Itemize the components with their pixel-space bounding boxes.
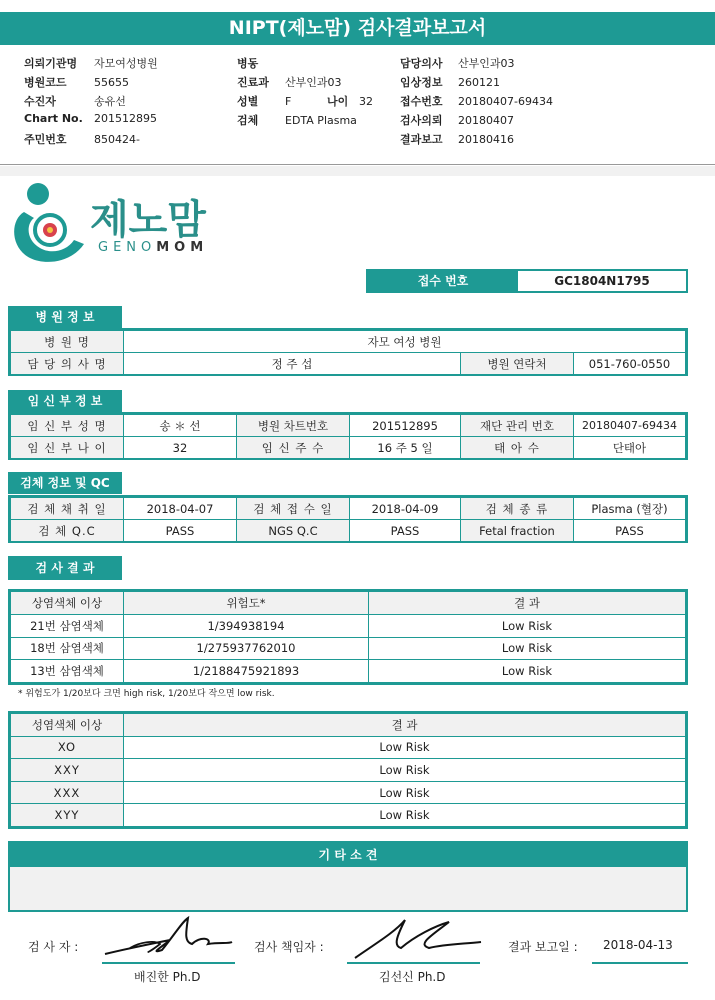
- cell: Fetal fraction: [461, 520, 574, 542]
- table-row: [11, 781, 686, 804]
- logo-english-text: [98, 240, 208, 255]
- column-header: 결 과: [124, 714, 686, 737]
- header-label: 담당의사: [400, 57, 443, 70]
- tester-signature: [100, 914, 235, 962]
- header-label: 성별: [237, 95, 259, 108]
- specimen-table: [8, 495, 688, 543]
- header-value: 산부인과03: [458, 57, 515, 70]
- cell: 임 신 주 수: [237, 437, 350, 459]
- table-row: [11, 660, 686, 683]
- responsible-name: 김선신 Ph.D: [379, 970, 446, 984]
- header-label: 나이: [327, 95, 349, 108]
- table-header-row: [11, 592, 686, 615]
- header-label: 임상정보: [400, 76, 443, 89]
- table-row: [11, 614, 686, 637]
- cell: Low Risk: [369, 614, 686, 637]
- table-row: [11, 759, 686, 782]
- header-value: 산부인과03: [285, 76, 342, 89]
- patient-header: [0, 45, 715, 165]
- header-label: 진료과: [237, 76, 269, 89]
- header-label: 수진자: [24, 95, 56, 108]
- header-value: 32: [359, 95, 373, 108]
- column-header: 성염색체 이상: [11, 714, 124, 737]
- table-header-row: [11, 714, 686, 737]
- header-label: 주민번호: [24, 133, 67, 146]
- column-header: 위험도*: [124, 592, 369, 615]
- cell: XXY: [11, 759, 124, 782]
- cell: XO: [11, 736, 124, 759]
- cell: 임 신 부 성 명: [11, 415, 124, 437]
- cell: 20180407-69434: [574, 415, 686, 437]
- cell: 재단 관리 번호: [461, 415, 574, 437]
- logo-korean-text: 제노맘: [90, 197, 206, 243]
- sex-chromosome-table: [8, 711, 688, 829]
- cell: 검 체 접 수 일: [237, 498, 350, 520]
- cell: Low Risk: [124, 781, 686, 804]
- cell: 검 체 종 류: [461, 498, 574, 520]
- header-value: 송유선: [94, 95, 126, 108]
- header-label: Chart No.: [24, 112, 83, 125]
- hospital-table: [8, 328, 688, 376]
- responsible-underline: [347, 962, 480, 964]
- tester-label: 검 사 자 :: [28, 940, 79, 954]
- header-value: 자모여성병원: [94, 57, 158, 70]
- header-value: EDTA Plasma: [285, 114, 357, 127]
- cell: 201512895: [350, 415, 461, 437]
- header-col-3: [400, 55, 553, 150]
- header-value: 55655: [94, 76, 129, 89]
- cell: 1/394938194: [124, 614, 369, 637]
- header-col-1: [24, 55, 158, 150]
- cell: 1/2188475921893: [124, 660, 369, 683]
- results-table: [8, 589, 688, 685]
- cell: PASS: [574, 520, 686, 542]
- table-row: [11, 804, 686, 827]
- patient-section-title: 임 신 부 정 보: [8, 390, 122, 412]
- report-title: NIPT(제노맘) 검사결과보고서: [0, 12, 715, 45]
- cell: 2018-04-07: [124, 498, 237, 520]
- risk-footnote: * 위험도가 1/20보다 크면 high risk, 1/20보다 작으면 low risk.: [18, 689, 275, 699]
- cell: 32: [124, 437, 237, 459]
- cell: Plasma (혈장): [574, 498, 686, 520]
- tester-name: 배진한 Ph.D: [134, 970, 201, 984]
- cell: 단태아: [574, 437, 686, 459]
- table-row: [11, 415, 686, 437]
- doctor-value: 정 주 섭: [124, 353, 461, 375]
- receipt-number-box: [366, 269, 688, 293]
- header-label: 검사의뢰: [400, 114, 443, 127]
- cell: 13번 삼염색체: [11, 660, 124, 683]
- header-label: 검체: [237, 114, 259, 127]
- table-row: [11, 498, 686, 520]
- header-value: 850424-: [94, 133, 140, 146]
- responsible-signature: [345, 914, 485, 962]
- header-value: 201512895: [94, 112, 157, 125]
- header-value: 20180416: [458, 133, 514, 146]
- column-header: 상염색체 이상: [11, 592, 124, 615]
- other-findings-content: [10, 867, 686, 910]
- header-label: 의뢰기관명: [24, 57, 78, 70]
- logo-english-prefix: GENO: [98, 240, 157, 255]
- header-value: 20180407-69434: [458, 95, 553, 108]
- cell: 18번 삼염색체: [11, 637, 124, 660]
- cell: 검 체 채 취 일: [11, 498, 124, 520]
- cell: NGS Q.C: [237, 520, 350, 542]
- cell: XYY: [11, 804, 124, 827]
- cell: 임 신 부 나 이: [11, 437, 124, 459]
- header-col-2: [237, 55, 373, 131]
- cell: Low Risk: [124, 736, 686, 759]
- table-row: [11, 520, 686, 542]
- cell: Low Risk: [369, 637, 686, 660]
- cell: 병원 차트번호: [237, 415, 350, 437]
- column-header: 결 과: [369, 592, 686, 615]
- cell: Low Risk: [124, 759, 686, 782]
- receipt-label: 접수 번호: [368, 271, 518, 291]
- contact-label: 병원 연락처: [461, 353, 574, 375]
- divider-bar: [0, 166, 715, 176]
- cell: XXX: [11, 781, 124, 804]
- other-findings-title: 기 타 소 견: [10, 843, 686, 867]
- cell: Low Risk: [124, 804, 686, 827]
- other-findings-box: [8, 841, 688, 912]
- results-section-title: 검 사 결 과: [8, 556, 122, 580]
- cell: 송 ＊ 선: [124, 415, 237, 437]
- responsible-label: 검사 책임자 :: [254, 940, 324, 954]
- hospital-section-title: 병 원 정 보: [8, 306, 122, 328]
- report-date-value: 2018-04-13: [603, 938, 673, 952]
- cell: 21번 삼염색체: [11, 614, 124, 637]
- table-row: [11, 736, 686, 759]
- report-date-underline: [592, 962, 688, 964]
- header-value: 260121: [458, 76, 500, 89]
- hospital-name-label: 병 원 명: [11, 331, 124, 353]
- cell: 검 체 Q.C: [11, 520, 124, 542]
- table-row: [11, 331, 686, 353]
- patient-table: [8, 412, 688, 460]
- report-date-label: 결과 보고일 :: [508, 940, 578, 954]
- specimen-section-title: 검체 정보 및 QC: [8, 472, 122, 494]
- contact-value: 051-760-0550: [574, 353, 686, 375]
- table-row: [11, 353, 686, 375]
- cell: 태 아 수: [461, 437, 574, 459]
- cell: 1/275937762010: [124, 637, 369, 660]
- cell: PASS: [350, 520, 461, 542]
- cell: 2018-04-09: [350, 498, 461, 520]
- cell: 16 주 5 일: [350, 437, 461, 459]
- cell: PASS: [124, 520, 237, 542]
- header-label: 병원코드: [24, 76, 67, 89]
- logo-english-suffix: MOM: [156, 240, 209, 255]
- genomom-logo: [10, 180, 240, 265]
- header-label: 접수번호: [400, 95, 443, 108]
- header-value: F: [285, 95, 292, 108]
- receipt-value: GC1804N1795: [554, 274, 650, 288]
- header-label: 결과보고: [400, 133, 443, 146]
- header-label: 병동: [237, 57, 259, 70]
- cell: Low Risk: [369, 660, 686, 683]
- table-row: [11, 437, 686, 459]
- doctor-label: 담 당 의 사 명: [11, 353, 124, 375]
- header-value: 20180407: [458, 114, 514, 127]
- mother-baby-icon: [10, 180, 90, 265]
- table-row: [11, 637, 686, 660]
- hospital-name-value: 자모 여성 병원: [124, 331, 686, 353]
- tester-underline: [102, 962, 235, 964]
